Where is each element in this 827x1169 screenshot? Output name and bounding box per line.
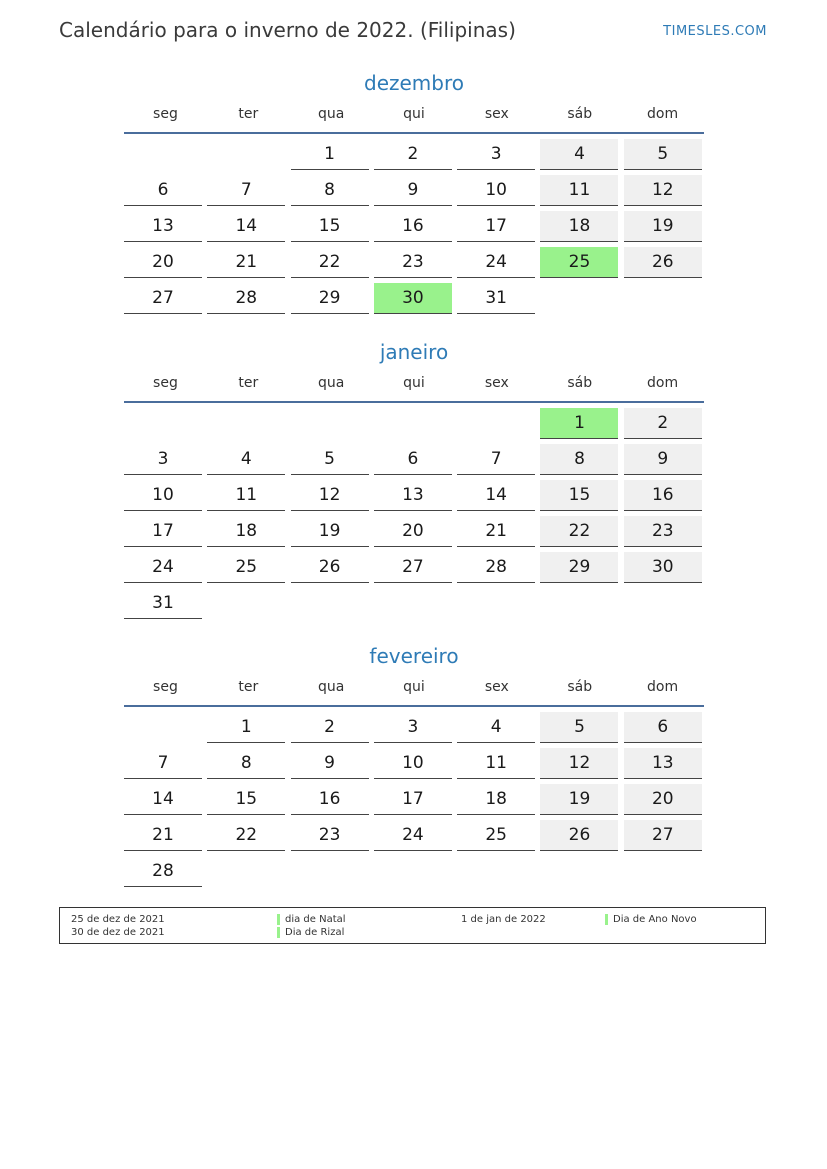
weekday-divider [124, 132, 704, 134]
day-cell: 7 [124, 748, 202, 779]
day-cell: 21 [124, 820, 202, 851]
legend-holiday-name: Dia de Ano Novo [613, 914, 697, 925]
page-title: Calendário para o inverno de 2022. (Filipinas) [59, 18, 516, 42]
day-cell: 31 [124, 588, 202, 619]
day-cell: 19 [540, 784, 618, 815]
day-grid [124, 139, 704, 314]
day-cell: 5 [291, 444, 369, 475]
empty-cell [457, 408, 535, 439]
day-cell: 8 [540, 444, 618, 475]
weekday-label: qui [403, 375, 425, 391]
month-name: fevereiro [369, 644, 459, 668]
day-cell: 1 [207, 712, 285, 743]
day-cell: 9 [624, 444, 702, 475]
weekday-label: dom [647, 106, 679, 122]
empty-cell [291, 408, 369, 439]
day-cell: 26 [624, 247, 702, 278]
day-cell: 22 [291, 247, 369, 278]
weekday-label: qui [403, 679, 425, 695]
day-cell: 13 [124, 211, 202, 242]
weekday-label: seg [153, 106, 178, 122]
day-grid [124, 408, 704, 619]
day-cell: 28 [457, 552, 535, 583]
day-cell: 17 [457, 211, 535, 242]
day-cell: 30 [624, 552, 702, 583]
day-cell: 11 [457, 748, 535, 779]
weekday-header [124, 96, 704, 132]
day-cell: 23 [624, 516, 702, 547]
day-cell: 25 [207, 552, 285, 583]
holiday-color-marker [605, 914, 608, 925]
weekday-label: dom [647, 375, 679, 391]
weekday-label: sáb [567, 375, 593, 391]
weekday-label: qua [317, 679, 345, 695]
day-cell: 10 [124, 480, 202, 511]
day-cell: 14 [124, 784, 202, 815]
weekday-label: ter [238, 375, 259, 391]
day-cell: 17 [124, 516, 202, 547]
weekday-label: qui [403, 106, 425, 122]
day-cell: 7 [207, 175, 285, 206]
day-cell: 25 [457, 820, 535, 851]
holiday-day-cell: 1 [540, 408, 618, 439]
month-name: dezembro [364, 71, 464, 95]
day-cell: 29 [540, 552, 618, 583]
day-cell: 21 [457, 516, 535, 547]
day-cell: 15 [207, 784, 285, 815]
empty-cell [207, 408, 285, 439]
day-cell: 8 [207, 748, 285, 779]
weekday-label: qua [317, 106, 345, 122]
day-cell: 16 [374, 211, 452, 242]
day-cell: 3 [374, 712, 452, 743]
weekday-label: sáb [567, 679, 593, 695]
day-cell: 27 [374, 552, 452, 583]
day-cell: 12 [291, 480, 369, 511]
day-cell: 27 [124, 283, 202, 314]
month-block [124, 339, 704, 619]
day-cell: 1 [291, 139, 369, 170]
day-cell: 12 [624, 175, 702, 206]
day-cell: 19 [291, 516, 369, 547]
day-cell: 18 [207, 516, 285, 547]
day-cell: 10 [457, 175, 535, 206]
weekday-label: ter [238, 106, 259, 122]
weekday-label: sex [484, 679, 509, 695]
legend-date: 30 de dez de 2021 [71, 927, 165, 938]
weekday-label: ter [238, 679, 259, 695]
day-cell: 21 [207, 247, 285, 278]
day-cell: 18 [457, 784, 535, 815]
day-cell: 3 [457, 139, 535, 170]
day-cell: 16 [291, 784, 369, 815]
day-cell: 19 [624, 211, 702, 242]
holiday-color-marker [277, 927, 280, 938]
day-cell: 6 [374, 444, 452, 475]
empty-cell [374, 408, 452, 439]
day-cell: 23 [374, 247, 452, 278]
holiday-legend [59, 907, 766, 944]
legend-date: 25 de dez de 2021 [71, 914, 165, 925]
empty-cell [124, 408, 202, 439]
weekday-divider [124, 705, 704, 707]
month-block [124, 643, 704, 887]
day-cell: 10 [374, 748, 452, 779]
empty-cell [207, 139, 285, 170]
day-cell: 13 [374, 480, 452, 511]
weekday-header [124, 669, 704, 705]
legend-holiday-name: Dia de Rizal [285, 927, 345, 938]
day-cell: 18 [540, 211, 618, 242]
empty-cell [124, 139, 202, 170]
day-cell: 24 [124, 552, 202, 583]
day-cell: 6 [124, 175, 202, 206]
month-block [124, 70, 704, 314]
day-cell: 24 [457, 247, 535, 278]
day-cell: 5 [624, 139, 702, 170]
legend-date: 1 de jan de 2022 [461, 914, 546, 925]
month-name: janeiro [379, 340, 449, 364]
holiday-day-cell: 25 [540, 247, 618, 278]
day-cell: 20 [124, 247, 202, 278]
weekday-label: sex [484, 106, 509, 122]
day-grid [124, 712, 704, 887]
day-cell: 3 [124, 444, 202, 475]
day-cell: 13 [624, 748, 702, 779]
day-cell: 16 [624, 480, 702, 511]
day-cell: 11 [540, 175, 618, 206]
day-cell: 20 [624, 784, 702, 815]
weekday-label: sex [484, 375, 509, 391]
empty-cell [124, 712, 202, 743]
day-cell: 9 [291, 748, 369, 779]
day-cell: 24 [374, 820, 452, 851]
day-cell: 29 [291, 283, 369, 314]
weekday-header [124, 365, 704, 401]
day-cell: 14 [207, 211, 285, 242]
weekday-label: sáb [567, 106, 593, 122]
day-cell: 14 [457, 480, 535, 511]
weekday-label: seg [153, 375, 178, 391]
day-cell: 2 [291, 712, 369, 743]
day-cell: 28 [124, 856, 202, 887]
day-cell: 15 [291, 211, 369, 242]
day-cell: 15 [540, 480, 618, 511]
holiday-color-marker [277, 914, 280, 925]
day-cell: 22 [207, 820, 285, 851]
weekday-divider [124, 401, 704, 403]
weekday-label: seg [153, 679, 178, 695]
day-cell: 26 [540, 820, 618, 851]
day-cell: 31 [457, 283, 535, 314]
day-cell: 5 [540, 712, 618, 743]
day-cell: 2 [624, 408, 702, 439]
weekday-label: qua [317, 375, 345, 391]
day-cell: 8 [291, 175, 369, 206]
day-cell: 23 [291, 820, 369, 851]
day-cell: 20 [374, 516, 452, 547]
day-cell: 12 [540, 748, 618, 779]
brand-link[interactable]: TIMESLES.COM [663, 24, 767, 39]
day-cell: 22 [540, 516, 618, 547]
legend-holiday-name: dia de Natal [285, 914, 346, 925]
day-cell: 4 [457, 712, 535, 743]
day-cell: 2 [374, 139, 452, 170]
day-cell: 28 [207, 283, 285, 314]
weekday-label: dom [647, 679, 679, 695]
day-cell: 27 [624, 820, 702, 851]
day-cell: 7 [457, 444, 535, 475]
day-cell: 4 [207, 444, 285, 475]
day-cell: 26 [291, 552, 369, 583]
holiday-day-cell: 30 [374, 283, 452, 314]
day-cell: 6 [624, 712, 702, 743]
day-cell: 17 [374, 784, 452, 815]
day-cell: 11 [207, 480, 285, 511]
day-cell: 4 [540, 139, 618, 170]
day-cell: 9 [374, 175, 452, 206]
